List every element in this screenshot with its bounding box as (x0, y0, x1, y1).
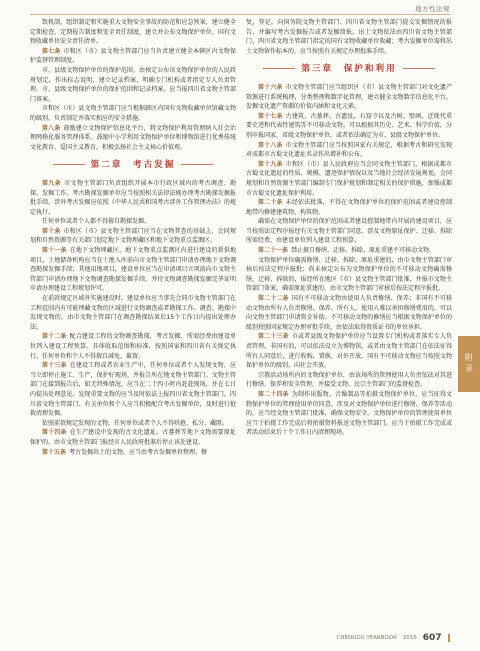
article-text: 在前款规定区域外实施建设时，建设单位应当事先会同市文物主管部门在工程范围内有可能埋藏文物的区域进行文物调查或者勘探工作。调查、勘探中发现文物的，由市文物主管部门在调查勘探结果后15个工作日内提出处理办法。 (30, 295, 236, 331)
article-text: 市和区（市）县文物主管部门应当负责建立健全本辖区内文物保护监督管理制度。 (30, 47, 236, 65)
article-paragraph (30, 217, 236, 227)
article-paragraph (30, 332, 236, 361)
article-text: 市、县级文物保护单位的保护范围，由核定公布该文物保护单位的人民政府划定，作出标志说明，建立记录档案，明确专门机构或者指定专人负责管理。市、县级文物保护单位的保护范围和记录档案，应当报四川省文物主管部门备案。 (30, 66, 236, 103)
article-paragraph (30, 294, 236, 332)
article-paragraph (246, 332, 452, 370)
article-paragraph (30, 246, 236, 294)
chapter-title: 第三章 保护和利用 (301, 64, 397, 75)
article-paragraph (30, 419, 236, 429)
article-paragraph (30, 448, 236, 458)
chapter-rule (403, 68, 435, 69)
article-text: 在地下文物埋藏区、地下文物重点监测区内进行建设的新供地项目，土地储备机构应当在土地入库前向市文物主管部门申请办理地下文物调查勘探发掘手续；其他用地项目，建设单位应当在申请项目立项前向市文物主管部门申请办理地下文物调查勘探发掘手续，并待文物调查勘探发掘完毕证明申请办理建设工程规划许可。 (30, 247, 236, 293)
article-paragraph (30, 124, 236, 153)
article-paragraph (246, 371, 452, 390)
article-text: 为制作出版物、音像制品等拍摄文物保护单位，应当征得文物保护单位的管理使用单位同意。涉及对文物保护单位进行修缮、保养等活动的，应当经文物主管部门批准，确保文物安全。文物保护单位的管理使用单位应当于拍摄工作完成后将拍摄资料报送文物主管部门。应当于拍摄工作完成或者活动结束后十个工作日内清理现场。 (246, 390, 452, 437)
article-number: 第二十条 (258, 199, 283, 207)
article-text: 在建设工程或者农业生产中，任何单位或者个人发现文物，应当立即停止施工、生产，保护好现场，并报告所在地文物主管部门。文物主管部门在接到报告后，如无特殊情况，应当在二十四小时内赶赴现场，并在七日内提出处理意见。发现重要文物的应当及时依法上报四川省文物主管部门，四川省文物主管部门、有关单位和个人应当积极配合考古发掘单位，及时进行抢救清理发掘。 (30, 362, 236, 418)
publication-year: 2016 (402, 635, 417, 641)
article-number: 第二十三条 (258, 333, 289, 341)
chapter-rule (263, 68, 295, 69)
header-rule (30, 14, 450, 15)
article-text: 文物保护单位确需修缮、迁移、拆除、原址重建的，由市文物主管部门审核后按法定程序报批；尚未核定公布为文物保护单位的不可移动文物确需修缮、迁移、拆除的，报经所在地区（市）县文物主管部门批准，并报市文物主管部门备案，确需原址重建的，由市文物主管部门审核后按法定程序报批。 (246, 256, 452, 293)
article-number: 第二十一条 (258, 247, 289, 255)
running-header: 地方性法规 (415, 5, 450, 13)
chapter-rule (181, 164, 213, 165)
article-number: 第十五条 (42, 448, 67, 456)
article-paragraph (30, 47, 236, 66)
article-text: 市文物主管部门应当按照国家有关规定，根据考古和研究发现对成都市古蜀文化遗址名录作出增补和公布。 (246, 141, 452, 159)
article-number: 第十一条 (42, 247, 67, 255)
chapter-heading (246, 65, 452, 75)
article-paragraph (30, 66, 236, 104)
article-paragraph (246, 160, 452, 198)
article-number: 第十三条 (42, 362, 67, 370)
appendix-tab: 附录 (458, 336, 480, 392)
article-number: 第九条 (42, 179, 62, 187)
article-paragraph (30, 361, 236, 419)
article-paragraph (246, 141, 452, 160)
article-text: 鼓励建立文物保护信息化平台，将文物保护利用管理纳入社会治理网格化服务管理体系。鼓励中小学利用文物保护单位和博物馆进行优秀传统文化教育，爱国主义教育，积极弘扬社会主义核心价值观。 (30, 124, 236, 151)
publication-name: CHENGDU YEARBOOK (336, 635, 397, 641)
article-text: 市文物主管部门负责组织开展本市行政区域内的考古调查、勘探、发掘工作。考古勘探发掘单位应当按照相关法律法规办理考古勘探发掘报批手续。涉外考古发掘应依照《中华人民共和国考古涉外工作管理办法》的规定执行。 (30, 179, 236, 216)
article-number: 第十条 (42, 227, 61, 235)
article-paragraph (246, 246, 452, 256)
chapter-heading (30, 161, 236, 171)
article-text: 未经依法批准，不得在文物保护单位的保护范围或者建设控制地带内修建建筑物、构筑物。 (246, 199, 452, 216)
article-text: 国有不可移动文物由使用人负责修缮、保养；非国有不可移动文物由所有人负责修缮、保养。所有人、使用人难以承担修缮费用的，可以向文物主管部门申请资金补助。不可移动文物的修缮应当根据文物保护单位的级别按照国家规定办理审批手续，由依法取得资质证书的单位承担。 (246, 295, 452, 331)
article-text: 古建筑、古墓葬、古遗址、石窟寺以及古树、壁画、近现代重要史迹和代表性建筑等不可移动文物，可以根据其历史、艺术、科学价值，分别申报国家、省级文物保护单位，或者依法确定为市、县级文物保护单位。 (246, 112, 452, 139)
article-text: 市和区（市）县文物主管部门应当在文物普查的基础上，会同规划和自然资源等有关部门划定地下文物埋藏区和地下文物重点监测区。 (30, 227, 236, 245)
article-text: 复，登记，向国务院文物主管部门、四川省文物主管部门提交发掘情况的报告，并编写考古发掘报告或者发掘简报。出土文物依法由四川省文物主管部门、四川省文物主管部门指定的国有文物收藏单位收藏；考古发掘单位需将出土文物留作标本的，应当按照有关规定办理批准手续。 (246, 19, 452, 55)
article-number: 第二十二条 (258, 295, 289, 303)
page-footer (337, 633, 451, 643)
page-number: 607 (422, 633, 442, 643)
article-paragraph (30, 104, 236, 123)
article-paragraph (246, 256, 452, 294)
article-number: 第七条 (42, 47, 61, 55)
article-number: 第十六条 (258, 83, 283, 91)
article-paragraph (246, 112, 452, 141)
article-text: 市和区（市）县文物主管部门应当根据辖区内国有文物收藏单位馆藏文物的级别，负责制定并落实相应的安全措施。 (30, 105, 236, 122)
chapter-rule (53, 164, 85, 165)
article-text: 在生产建设中发现的古文化遗址、古墓葬等地下文物需要原址保护的，由市文物主管部门报经市人民政府批准后停止该处建设。 (30, 429, 236, 446)
right-column (246, 18, 452, 438)
article-number: 第二十四条 (258, 390, 289, 398)
article-number: 第十九条 (258, 160, 283, 168)
article-paragraph (246, 18, 452, 56)
article-number: 第十八条 (258, 141, 283, 149)
article-number: 第十二条 (42, 333, 67, 341)
article-paragraph (246, 390, 452, 438)
article-text: 配合建设工程的文物调查勘探，考古发掘，所需经费由建设单位列入建设工程预算。具体收取范围和标准，按照国家和四川省有关规定执行，任何单位和个人不得擅自减免、截留。 (30, 333, 236, 360)
article-text: 市或者县级文物保护单位应当设置专门机构或者落实专人负责管理。非国有的，可以依法设立为博物馆，或者由文物主管部门在依法征得所有人同意后，进行收购、置换、对外开放。国有不可移动文物应当按照文物保护单位的级别，向社会开放。 (246, 333, 452, 370)
article-text: 禁止擅自修缮、迁移、拆除、原址重建不可移动文物。 (291, 247, 436, 255)
article-text: 市和区（市）县人民政府应当会同文物主管部门，根据成都市古蜀文化遗址的性质、规模、遗迹保护情况以及当地社会经济发展规划，会同规划和自然资源主管部门编制专门保护规划和制定相关的保护措施，加强成都市古蜀文化遗址保护利用。 (246, 160, 452, 197)
article-text: 市文物主管部门应当组织区（市）县文物主管部门对文化遗产资源进行系统梳理，分类整理和数字化管理，建立健全文物数字信息化平台，发掘文化遗产资源的价值内涵和文化元素。 (246, 83, 452, 111)
article-text: 依照前款规定发现的文物，任何单位或者个人不得哄抢、私分、藏匿。 (42, 419, 229, 427)
article-paragraph (246, 83, 452, 112)
article-number: 第十四条 (42, 429, 67, 437)
left-column (30, 18, 236, 457)
article-paragraph (30, 179, 236, 217)
article-paragraph (30, 18, 236, 47)
article-text: 确需在文物保护单位的保护范围或者建设控制地带内开展的建设项目，应当按照法定程序报经有关文物主管部门同意。涉及文物原址保护、迁移、拆除所需经费，由建设单位列入建设工程预算。 (246, 218, 452, 245)
article-text: 致机制，组织制定和实施重大文物安全事故的防范和应急预案，建立健全定期检查、定期报告制度和安全责任制度，建立并公布文物保护单位、国有文物收藏单位安全责任清单。 (30, 19, 236, 46)
article-text: 任何单位或者个人都不得擅自勘探发掘。 (42, 218, 151, 226)
article-number: 第十七条 (258, 112, 283, 120)
article-paragraph (30, 227, 236, 246)
article-paragraph (246, 217, 452, 246)
page-marker (448, 634, 451, 642)
article-paragraph (246, 198, 452, 217)
article-number: 第八条 (42, 124, 61, 132)
article-text: 宗教活动场所内的文物保护单位，由该场所的管理使用人负责依法对其进行修缮、保养和安全管理，并接受文物、民宗主管部门的监督检查。 (246, 371, 452, 389)
chapter-title: 第二章 考古发掘 (90, 160, 176, 171)
article-text: 考古发掘出土的文物，应当由考古发掘单位整理、修 (69, 448, 208, 456)
article-paragraph (30, 428, 236, 447)
article-paragraph (246, 294, 452, 332)
